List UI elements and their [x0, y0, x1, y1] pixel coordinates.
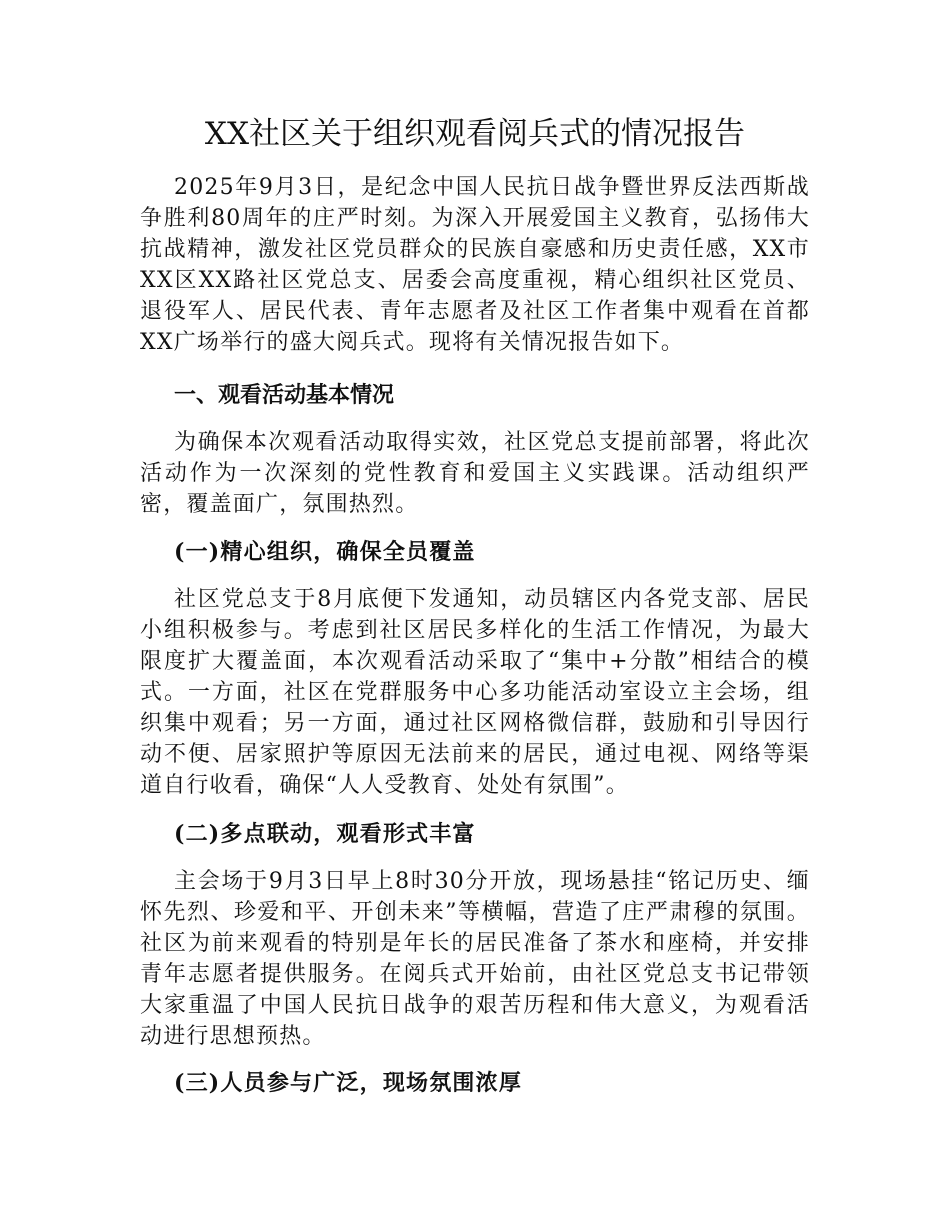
- subsection-2-paragraph: 主会场于9月3日早上8时30分开放，现场悬挂“铭记历史、缅怀先烈、珍爱和平、开创未来”等横幅，营造了庄严肃穆的氛围。社区为前来观看的特别是年长的居民准备了茶水和座椅，并安排青年志愿者提供服务。在阅兵式开始前，由社区党总支书记带领大家重温了中国人民抗日战争的艰苦历程和伟大意义，为观看活动进行思想预热。: [140, 869, 810, 1049]
- section-heading-1: 一、观看活动基本情况: [174, 383, 395, 408]
- subsection-heading-3: (三)人员参与广泛，现场氛围浓厚: [174, 1070, 523, 1096]
- page-title: XX社区关于组织观看阅兵式的情况报告: [204, 116, 746, 152]
- intro-paragraph: 2025年9月3日，是纪念中国人民抗日战争暨世界反法西斯战争胜利80周年的庄严时刻。为深入开展爱国主义教育，弘扬伟大抗战精神，激发社区党员群众的民族自豪感和历史责任感，XX市XX区XX路社区党总支、居委会高度重视，精心组织社区党员、退役军人、居民代表、青年志愿者及社区工作者集中观看在首都XX广场举行的盛大阅兵式。现将有关情况报告如下。: [140, 175, 810, 355]
- subsection-heading-1: (一)精心组织，确保全员覆盖: [174, 539, 476, 565]
- subsection-heading-2: (二)多点联动，观看形式丰富: [174, 821, 476, 847]
- section-1-paragraph: 为确保本次观看活动取得实效，社区党总支提前部署，将此次活动作为一次深刻的党性教育和爱国主义实践课。活动组织严密，覆盖面广，氛围热烈。: [140, 430, 810, 517]
- subsection-1-paragraph: 社区党总支于8月底便下发通知，动员辖区内各党支部、居民小组积极参与。考虑到社区居民多样化的生活工作情况，为最大限度扩大覆盖面，本次观看活动采取了“集中+分散”相结合的模式。一方面，社区在党群服务中心多功能活动室设立主会场，组织集中观看；另一方面，通过社区网格微信群，鼓励和引导因行动不便、居家照护等原因无法前来的居民，通过电视、网络等渠道自行收看，确保“人人受教育、处处有氛围”。: [140, 587, 810, 798]
